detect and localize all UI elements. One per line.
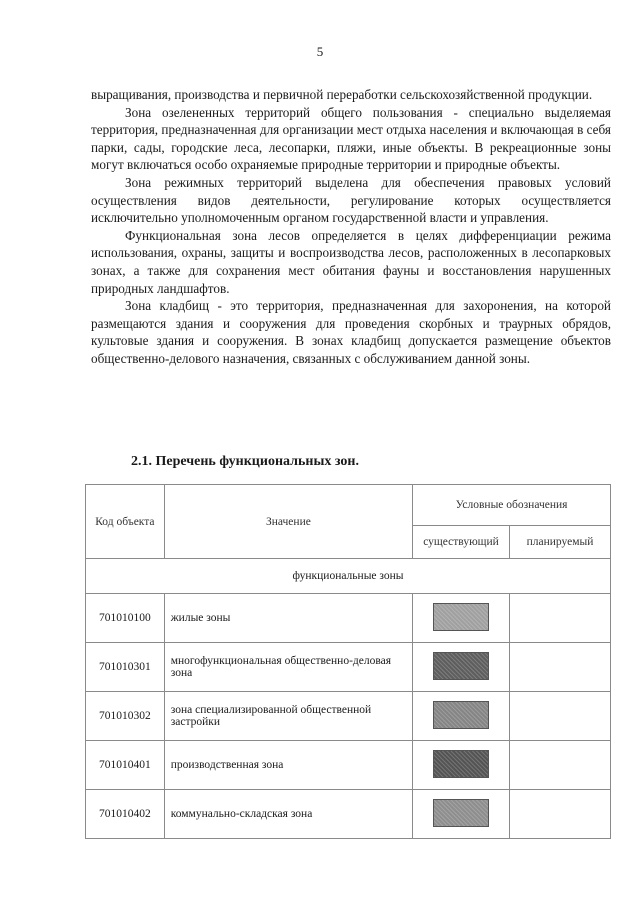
zone-code: 701010401 [86, 741, 165, 790]
planned-symbol-cell [509, 643, 610, 692]
table-row [86, 643, 611, 692]
paragraph-restricted-zone: Зона режимных территорий выделена для обеспечения правовых условий осуществления видов деятельности, регулирование которых осуществляется исключительно уполномоченным органом государственной власти и управления. [91, 174, 611, 226]
header-meaning: Значение [164, 485, 412, 559]
header-existing: существующий [413, 526, 510, 559]
zone-code: 701010100 [86, 594, 165, 643]
paragraph-cemetery-zone: Зона кладбищ - это территория, предназначенная для захоронения, на которой размещаются здания и сооружения для проведения скорбных и траурных обрядов, культовые здания и сооружения. В зонах кладбищ допускается размещение объектов общественно-делового назначения, связанных с обслуживанием данной зоны. [91, 298, 611, 366]
zone-swatch [433, 701, 489, 729]
group-label: функциональные зоны [86, 559, 611, 594]
paragraph-continuation: выращивания, производства и первичной переработки сельскохозяйственной продукции. [91, 87, 593, 102]
body-text [91, 86, 611, 368]
planned-symbol-cell [509, 790, 610, 839]
zone-code: 701010302 [86, 692, 165, 741]
header-symbols: Условные обозначения [413, 485, 611, 526]
header-code: Код объекта [86, 485, 165, 559]
table-row [86, 692, 611, 741]
zone-swatch [433, 603, 489, 631]
existing-symbol-cell [413, 790, 510, 839]
planned-symbol-cell [509, 594, 610, 643]
zones-table [85, 484, 611, 839]
zone-code: 701010301 [86, 643, 165, 692]
paragraph-forest-zone: Функциональная зона лесов определяется в целях дифференциации режима использования, охраны, защиты и воспроизводства лесов, расположенных в лесопарковых зонах, а также для сохранения мест обитания фауны и восстановления нарушенных природных ландшафтов. [91, 227, 611, 296]
table-header-row [86, 485, 611, 526]
zone-meaning: жилые зоны [164, 594, 412, 643]
table-row [86, 594, 611, 643]
table-row [86, 790, 611, 839]
table-group-row [86, 559, 611, 594]
zone-code: 701010402 [86, 790, 165, 839]
page-number: 5 [316, 44, 324, 59]
zone-meaning: зона специализированной общественной застройки [164, 692, 412, 741]
zone-meaning: коммунально-складская зона [164, 790, 412, 839]
planned-symbol-cell [509, 692, 610, 741]
table-row [86, 741, 611, 790]
existing-symbol-cell [413, 643, 510, 692]
section-heading: 2.1. Перечень функциональных зон. [131, 454, 359, 469]
zone-swatch [433, 750, 489, 778]
header-planned: планируемый [509, 526, 610, 559]
existing-symbol-cell [413, 594, 510, 643]
existing-symbol-cell [413, 692, 510, 741]
zone-meaning: производственная зона [164, 741, 412, 790]
zone-swatch [433, 799, 489, 827]
existing-symbol-cell [413, 741, 510, 790]
planned-symbol-cell [509, 741, 610, 790]
zone-meaning: многофункциональная общественно-деловая зона [164, 643, 412, 692]
zone-swatch [433, 652, 489, 680]
paragraph-green-zone: Зона озелененных территорий общего пользования - специально выделяемая территория, предназначенная для организации мест отдыха населения и включающая в себя парки, сады, городские леса, лесопарки, пляжи, иные объекты. В рекреационные зоны могут включаться особо охраняемые природные территории и природные объекты. [91, 104, 611, 173]
